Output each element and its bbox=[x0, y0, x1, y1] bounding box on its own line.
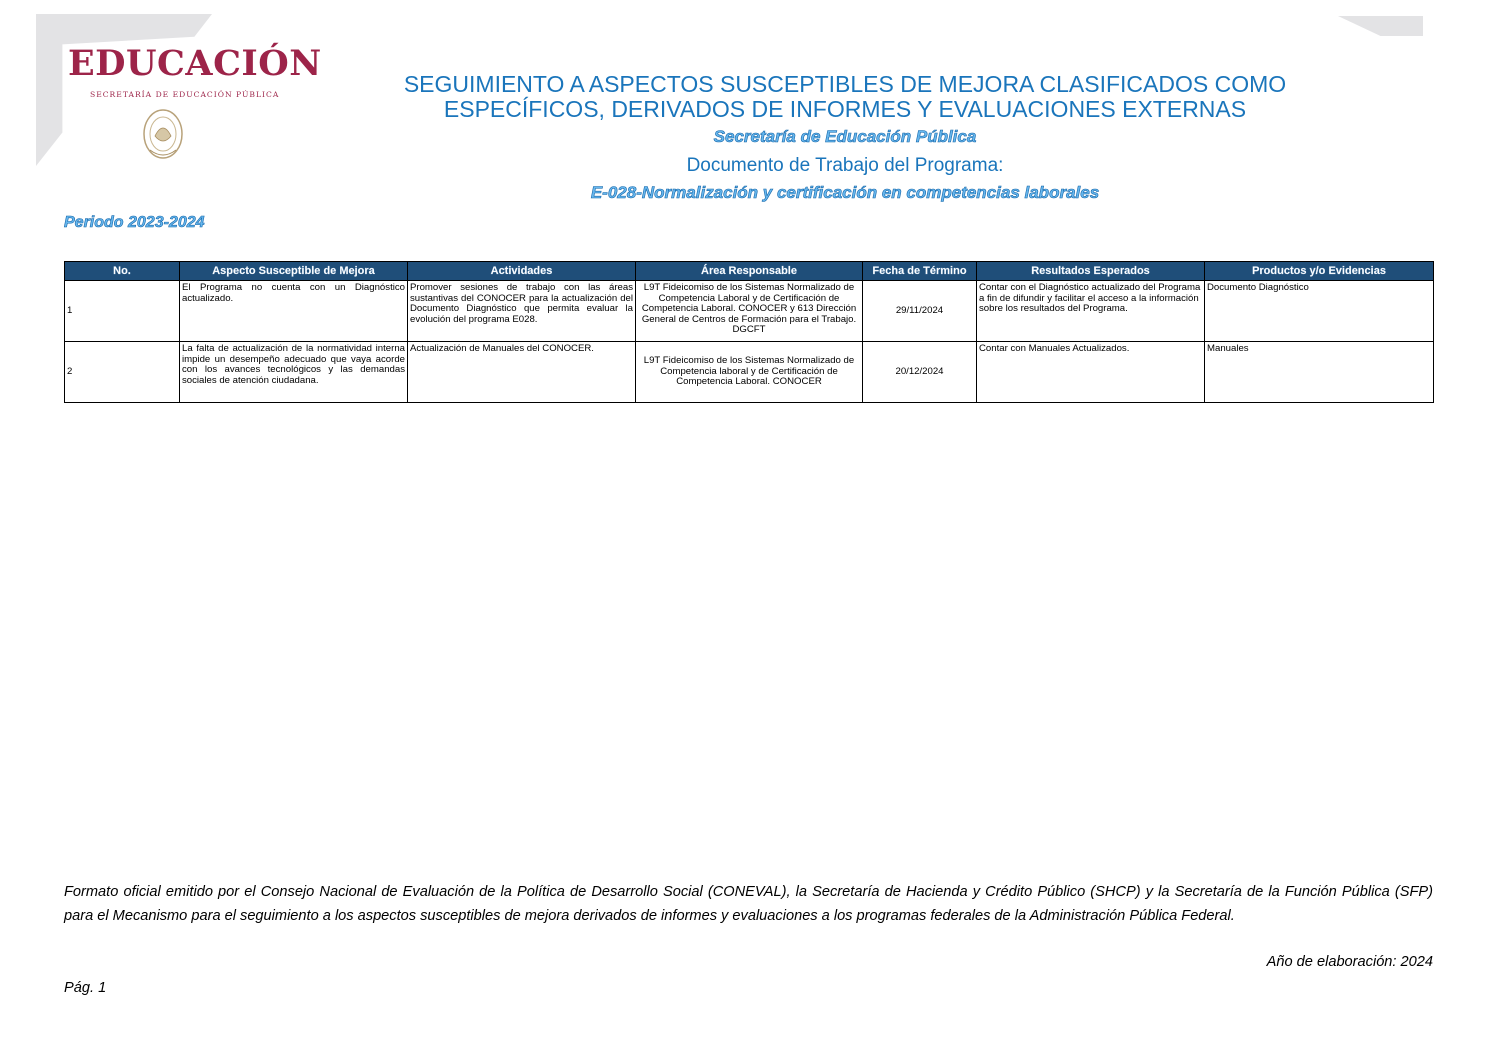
cell-fecha: 20/12/2024 bbox=[863, 342, 977, 403]
agency-subtitle: Secretaría de Educación Pública bbox=[713, 127, 977, 146]
column-header-fecha: Fecha de Término bbox=[863, 262, 977, 281]
cell-fecha: 29/11/2024 bbox=[863, 281, 977, 342]
cell-actividades: Actualización de Manuales del CONOCER. bbox=[408, 342, 636, 403]
cell-area: L9T Fideicomiso de los Sistemas Normalizado de Competencia laboral y de Certificación de Competencia Laboral. CONOCER bbox=[636, 342, 863, 403]
cell-no: 2 bbox=[65, 342, 180, 403]
column-header-no: No. bbox=[65, 262, 180, 281]
column-header-resultados: Resultados Esperados bbox=[977, 262, 1205, 281]
cell-resultados: Contar con el Diagnóstico actualizado del Programa a fin de difundir y facilitar el acceso a la información sobre los resultados del Programa. bbox=[977, 281, 1205, 342]
elaboration-year: Año de elaboración: 2024 bbox=[1266, 954, 1433, 970]
page-number: Pág. 1 bbox=[64, 980, 107, 996]
table-row bbox=[65, 281, 1434, 342]
cell-productos: Manuales bbox=[1205, 342, 1434, 403]
table-header-row bbox=[65, 262, 1434, 281]
cell-aspecto: La falta de actualización de la normatividad interna impide un desempeño adecuado que vaya acorde con los avances tecnológicos y las demandas sociales de atención ciudadana. bbox=[180, 342, 408, 403]
cell-aspecto: El Programa no cuenta con un Diagnóstico actualizado. bbox=[180, 281, 408, 342]
national-seal-icon bbox=[140, 106, 186, 164]
table-row bbox=[65, 342, 1434, 403]
column-header-productos: Productos y/o Evidencias bbox=[1205, 262, 1434, 281]
decorative-corner-top-right bbox=[1338, 16, 1423, 36]
asm-table bbox=[64, 261, 1434, 403]
cell-area: L9T Fideicomiso de los Sistemas Normalizado de Competencia Laboral y de Certificación de Competencia Laboral. CONOCER y 613 Dirección General de Centros de Formación para el Trabajo. DGCFT bbox=[636, 281, 863, 342]
footer-note: Formato oficial emitido por el Consejo Nacional de Evaluación de la Política de Desarrollo Social (CONEVAL), la Secretaría de Hacienda y Crédito Público (SHCP) y la Secretaría de la Función Pública (SFP) para el Mecanismo para el seguimiento a los aspectos susceptibles de mejora derivados de informes y evaluaciones a los programas federales de la Administración Pública Federal. bbox=[64, 884, 1433, 924]
title-line-2: ESPECÍFICOS, DERIVADOS DE INFORMES Y EVALUACIONES EXTERNAS bbox=[443, 96, 1247, 122]
period-label: Periodo 2023-2024 bbox=[64, 214, 205, 231]
title-line-1: SEGUIMIENTO A ASPECTOS SUSCEPTIBLES DE MEJORA CLASIFICADOS COMO bbox=[403, 71, 1287, 97]
logo-subtitle: SECRETARÍA DE EDUCACIÓN PÚBLICA bbox=[90, 90, 280, 99]
cell-no: 1 bbox=[65, 281, 180, 342]
column-header-aspecto: Aspecto Susceptible de Mejora bbox=[180, 262, 408, 281]
program-name: E-028-Normalización y certificación en competencias laborales bbox=[590, 183, 1100, 202]
cell-resultados: Contar con Manuales Actualizados. bbox=[977, 342, 1205, 403]
document-label: Documento de Trabajo del Programa: bbox=[686, 155, 1004, 176]
document-title bbox=[320, 72, 1370, 122]
logo-wordmark: EDUCACIÓN bbox=[68, 43, 322, 84]
column-header-area: Área Responsable bbox=[636, 262, 863, 281]
column-header-actividades: Actividades bbox=[408, 262, 636, 281]
cell-actividades: Promover sesiones de trabajo con las áreas sustantivas del CONOCER para la actualización del Documento Diagnóstico que permita evaluar la evolución del programa E028. bbox=[408, 281, 636, 342]
cell-productos: Documento Diagnóstico bbox=[1205, 281, 1434, 342]
